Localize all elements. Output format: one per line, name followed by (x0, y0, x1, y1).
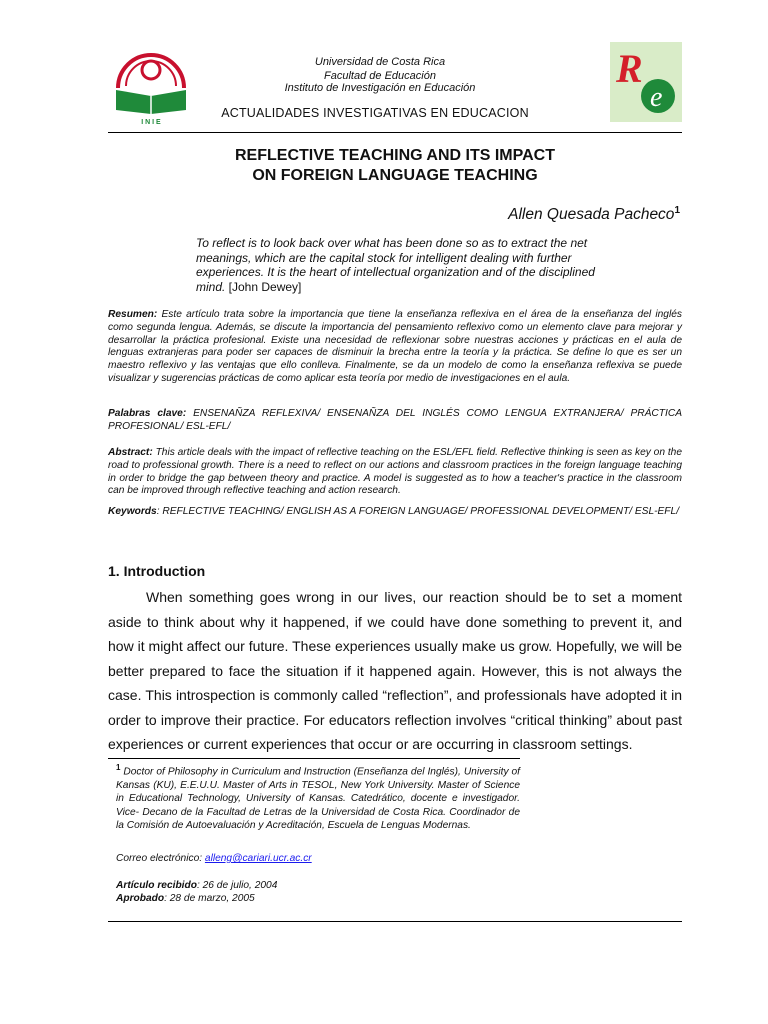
epigraph-text: To reflect is to look back over what has been done so as to extract the net meanings, which are the capital stock for intelligent dealing with further experiences. It is the heart of intellectual organization and of the disciplined mind. (196, 236, 595, 294)
resumen-text: Este artículo trata sobre la importancia que tiene la enseñanza reflexiva en el área de la enseñanza del inglés como segunda lengua. Además, se discute la importancia del pensamiento reflexivo como un elemento clave para mejorar y desarrollar la práctica profesional. Existe una necesidad de reflexionar sobre nuestras acciones y prácticas en el aula de lenguas extranjeras para poder ser capaces de disminuir la brecha entre la teoría y la práctica. Se define lo que es ser un maestro reflexivo y las ventajas que ello conlleva. Finalmente, se da un modelo de como la enseñanza reflexiva se puede visualizar y sugerencias prácticas de como aplicar esta teoría por medio de investigaciones en el aula. (108, 309, 682, 384)
section-heading: 1. Introduction (108, 563, 206, 579)
journal-name: ACTUALIDADES INVESTIGATIVAS EN EDUCACION (221, 106, 529, 120)
keywords-label: Keywords (108, 506, 157, 517)
palabras-clave-label: Palabras clave: (108, 408, 187, 419)
abstract-paragraph (108, 447, 682, 498)
inie-logo-text: I N I E (141, 119, 161, 126)
svg-text:e: e (650, 82, 663, 113)
resumen-paragraph (108, 309, 682, 386)
footnote-mark: 1 (116, 763, 121, 772)
received-label: Artículo recibido (116, 880, 197, 891)
footnote-text: Doctor of Philosophy in Curriculum and Instruction (Enseñanza del Inglés), University of Kansas (KU), E.E.U.U. Master of Arts in TESOL, New York University. Master of Science in Educational Technology, University of Kansas. Catedrático, docente e investigador. Vice- Decano de la Facultad de Letras de la Universidad de Costa Rica. Coordinador de la Comisión de Autoevaluación y Acreditación, Escuela de Lenguas Modernas. (116, 766, 520, 832)
re-logo (610, 42, 682, 122)
author-name (508, 205, 680, 224)
received-value: : 26 de julio, 2004 (196, 880, 278, 891)
abstract-label: Abstract: (108, 447, 153, 458)
author-name-text: Allen Quesada Pacheco (508, 206, 675, 224)
email-link[interactable]: alleng@cariari.ucr.ac.cr (204, 853, 312, 864)
email-line (116, 853, 312, 864)
svg-text:R: R (616, 46, 643, 91)
article-title-line-1: REFLECTIVE TEACHING AND ITS IMPACT (235, 147, 555, 164)
email-label: Correo electrónico: (116, 853, 205, 864)
article-title-line-2: ON FOREIGN LANGUAGE TEACHING (252, 167, 538, 184)
epigraph-attribution: [John Dewey] (225, 279, 302, 294)
footnote (116, 761, 520, 833)
approved-value: : 28 de marzo, 2005 (164, 893, 255, 904)
resumen-label: Resumen: (108, 309, 158, 320)
footnote-rule (108, 758, 520, 759)
palabras-clave-paragraph (108, 408, 682, 434)
palabras-clave-text: ENSENAÑZA REFLEXIVA/ ENSENAÑZA DEL INGLÉS COMO LENGUA EXTRANJERA/ PRÁCTICA PROFESIONAL/ ESL-EFL/ (108, 408, 682, 432)
epigraph-quote (196, 236, 626, 294)
approved-label: Aprobado (116, 893, 165, 904)
abstract-text: This article deals with the impact of reflective teaching on the ESL/EFL field. Reflective thinking is seen as key on the road to professional growth. There is a need to reflect on our actions and classroom practices in the foreign language teaching in order to bridge the gap between theory and practice. A model is suggested as to how a teacher's practice in the classroom can be improved through reflective teaching and action research. (108, 447, 683, 497)
footer-divider (108, 921, 682, 922)
received-date (116, 880, 277, 891)
introduction-paragraph: When something goes wrong in our lives, our reaction should be to set a moment aside to think about why it happened, if we could have done something to prevent it, and how it might affect our future. These experiences usually make us grow. Hopefully, we will be better prepared to face the situation if it happened again. However, this is not always the case. This introspection is commonly called “reflection”, and professionals have adopted it in order to improve their practice. For educators reflection involves “critical thinking” about past experiences or current experiences that occur or are occurring in classroom settings. (108, 589, 682, 752)
keywords-text: : REFLECTIVE TEACHING/ ENGLISH AS A FOREIGN LANGUAGE/ PROFESSIONAL DEVELOPMENT/ ESL-EFL/ (156, 506, 680, 517)
inie-logo (108, 44, 194, 126)
author-footnote-mark: 1 (674, 205, 680, 216)
institution-line-3: Instituto de Investigación en Educación (284, 82, 476, 94)
institution-line-1: Universidad de Costa Rica (314, 56, 446, 68)
approved-date (116, 893, 255, 904)
keywords-paragraph (108, 506, 682, 519)
header-divider (108, 132, 682, 133)
institution-line-2: Facultad de Educación (324, 70, 436, 82)
